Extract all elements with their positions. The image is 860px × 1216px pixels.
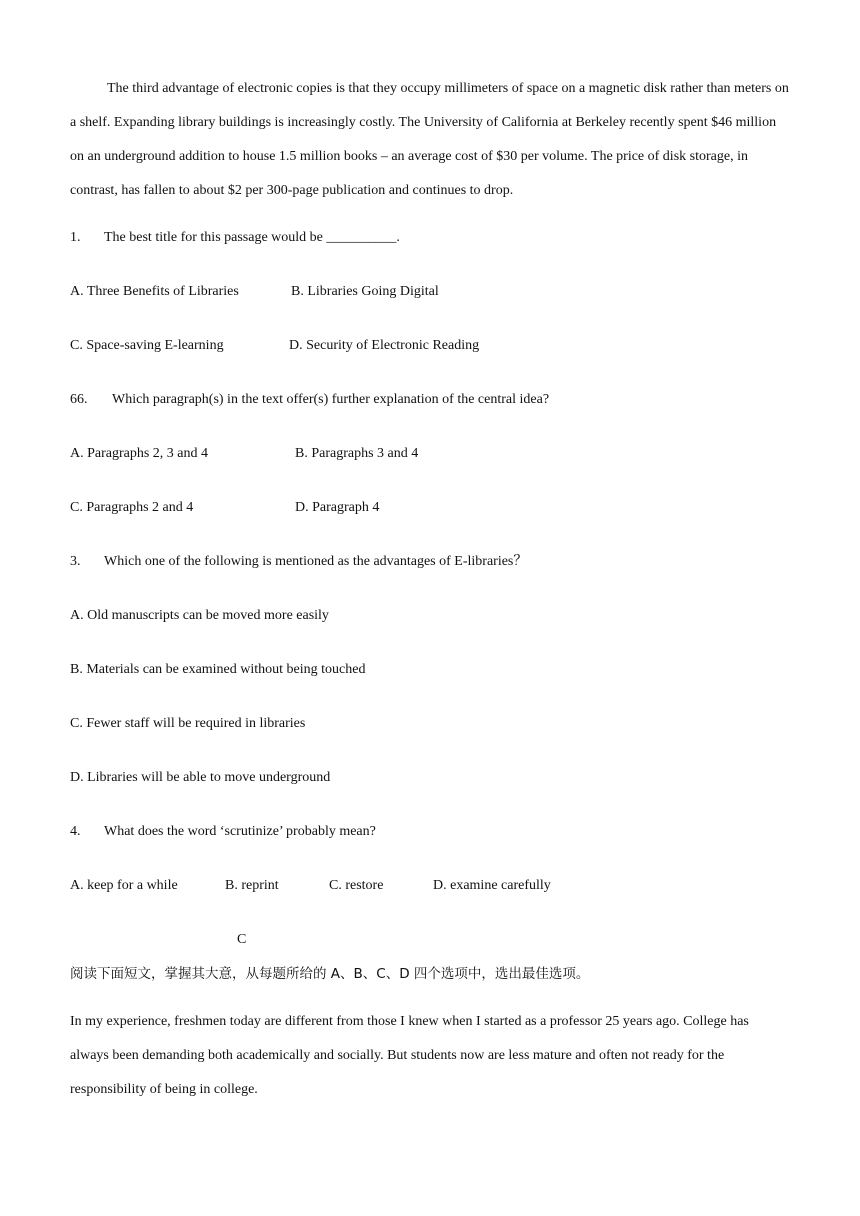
option-a: A. keep for a while — [70, 878, 178, 893]
question-text: What does the word ‘scrutinize’ probably mean? — [104, 824, 376, 839]
question-number: 4. — [70, 824, 81, 839]
question-4 — [70, 822, 790, 896]
question-1 — [70, 228, 790, 356]
option-b: B. Libraries Going Digital — [291, 284, 439, 299]
question-66 — [70, 390, 790, 518]
question-number: 66. — [70, 392, 88, 407]
option-a: A. Paragraphs 2, 3 and 4 — [70, 446, 209, 461]
question-3 — [70, 552, 790, 788]
option-row — [70, 282, 790, 302]
option-d: D. examine carefully — [433, 878, 551, 893]
passage-paragraph: The third advantage of electronic copies is that they occupy millimeters of space on a magnetic disk rather than meters on a shelf. Expanding library buildings is increasingly costly. The University of California at Berkeley recently spent $46 million on an underground addition to house 1.5 million books – an average cost of $30 per volume. The price of disk storage, in contrast, has fallen to about $2 per 300-page publication and continues to drop. — [70, 81, 789, 198]
passage-paragraph: In my experience, freshmen today are different from those I knew when I started as a professor 25 years ago. College has always been demanding both academically and socially. But students now are less mature and often not ready for the responsibility of being in college. — [70, 1014, 749, 1097]
option-d: D. Security of Electronic Reading — [289, 338, 480, 353]
question-stem — [70, 822, 790, 842]
section-c — [70, 930, 790, 1107]
question-text: Which one of the following is mentioned as the advantages of E-libraries？ — [104, 554, 528, 569]
document-page — [70, 72, 790, 1127]
question-stem — [70, 390, 790, 410]
question-text: The best title for this passage would be __________. — [104, 230, 400, 245]
option-a: A. Three Benefits of Libraries — [70, 284, 239, 299]
option-row — [70, 336, 790, 356]
section-heading: C — [237, 932, 247, 947]
question-number: 3. — [70, 554, 81, 569]
question-text: Which paragraph(s) in the text offer(s) further explanation of the central idea? — [112, 392, 550, 407]
option-b: B. Materials can be examined without being touched — [70, 662, 366, 677]
option-row — [70, 444, 790, 464]
option-row — [70, 876, 790, 896]
option-row — [70, 498, 790, 518]
option-d: D. Libraries will be able to move underground — [70, 770, 331, 785]
option-c: C. Space-saving E-learning — [70, 338, 224, 353]
option-c: C. Paragraphs 2 and 4 — [70, 500, 194, 515]
option-d: D. Paragraph 4 — [295, 500, 380, 515]
question-number: 1. — [70, 230, 81, 245]
question-stem — [70, 552, 790, 572]
section-instruction: 阅读下面短文，掌握其大意，从每题所给的 A、B、C、D 四个选项中，选出最佳选项。 — [70, 966, 590, 982]
option-b: B. Paragraphs 3 and 4 — [295, 446, 419, 461]
question-stem — [70, 228, 790, 248]
option-c: C. restore — [329, 878, 384, 893]
option-c: C. Fewer staff will be required in libraries — [70, 716, 306, 731]
option-b: B. reprint — [225, 878, 279, 893]
option-a: A. Old manuscripts can be moved more easily — [70, 608, 329, 623]
